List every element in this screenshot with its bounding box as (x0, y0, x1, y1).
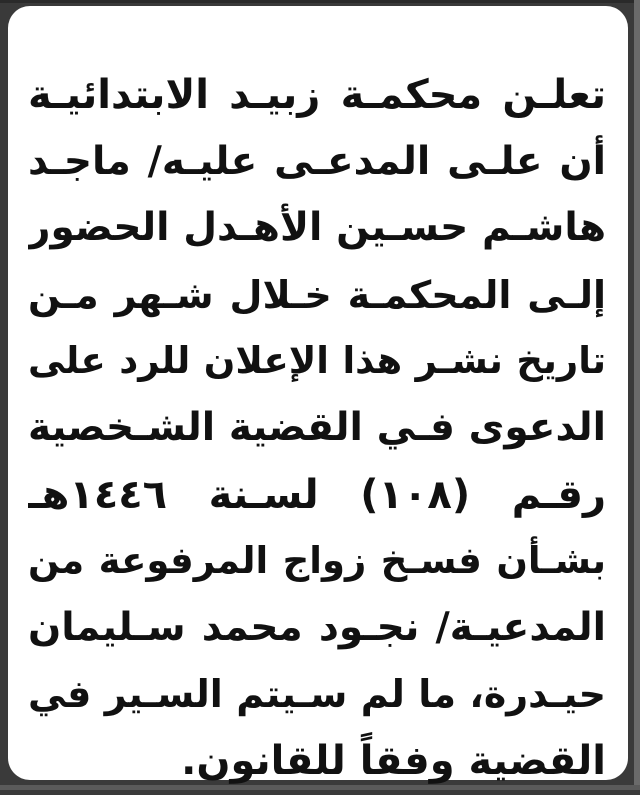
notice-line: تعلـن محكمـة زبيـد الابتدائيـة (28, 72, 606, 118)
notice-card (8, 6, 628, 784)
notice-line: المدعيـة/ نجـود محمد سـليمان (28, 604, 606, 650)
frame-edge-right (634, 0, 640, 790)
notice-line: رقـم (١٠٨) لسـنة ١٤٤٦هـ (28, 471, 606, 518)
notice-line: حيـدرة، ما لم سـيتم السـير في (28, 672, 606, 717)
notice-line: الدعوى فـي القضية الشـخصية (28, 404, 606, 450)
notice-body (8, 62, 628, 795)
notice-line: هاشـم حسـين الأهـدل الحضور (28, 205, 606, 251)
notice-line: القضية وفقاً للقانون. (181, 737, 606, 784)
frame-edge-top (0, 0, 640, 3)
notice-line: إلـى المحكمـة خـلال شـهر مـن (28, 272, 606, 317)
notice-line: أن علـى المدعـى عليـه/ ماجـد (28, 138, 606, 184)
notice-line: بشـأن فسـخ زواج المرفوعة من (28, 539, 606, 583)
notice-line: تاريخ نشـر هذا الإعلان للرد على (28, 339, 606, 383)
